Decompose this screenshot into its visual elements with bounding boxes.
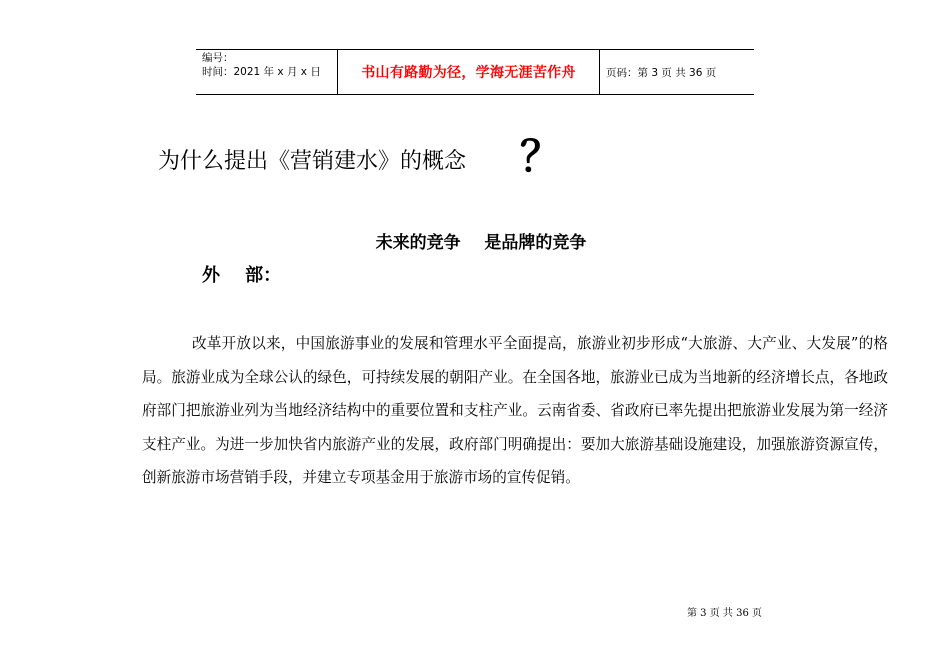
header-meta bbox=[196, 50, 338, 94]
page-header bbox=[196, 49, 754, 95]
header-page-info: 页码：第 3 页 共 36 页 bbox=[606, 66, 717, 79]
page-title: 为什么提出《营销建水》的概念 bbox=[158, 149, 467, 174]
subtitle: 未来的竞争 是品牌的竞争 bbox=[375, 233, 587, 253]
body-paragraph: 改革开放以来，中国旅游事业的发展和管理水平全面提高，旅游业初步形成“大旅游、大产业、大发展”的格局。旅游业成为全球公认的绿色，可持续发展的朝阳产业。在全国各地，旅游业已成为当地新的经济增长点，各地政府部门把旅游业列为当地经济结构中的重要位置和支柱产业。云南省委、省政府已率先提出把旅游业发展为第一经济支柱产业。为进一步加快省内旅游产业的发展，政府部门明确提出：要加大旅游基础设施建设，加强旅游资源宣传，创新旅游市场营销手段，并建立专项基金用于旅游市场的宣传促销。 bbox=[142, 335, 888, 487]
question-mark: ？ bbox=[520, 132, 563, 181]
header-motto: 书山有路勤为径，学海无涯苦作舟 bbox=[338, 50, 600, 94]
time-label: 时间：2021 年 x 月 x 日 bbox=[202, 66, 321, 78]
page-footer: 第 3 页 共 36 页 bbox=[687, 608, 762, 619]
section-label: 外 部： bbox=[202, 265, 282, 286]
number-label: 编号： bbox=[202, 52, 234, 64]
